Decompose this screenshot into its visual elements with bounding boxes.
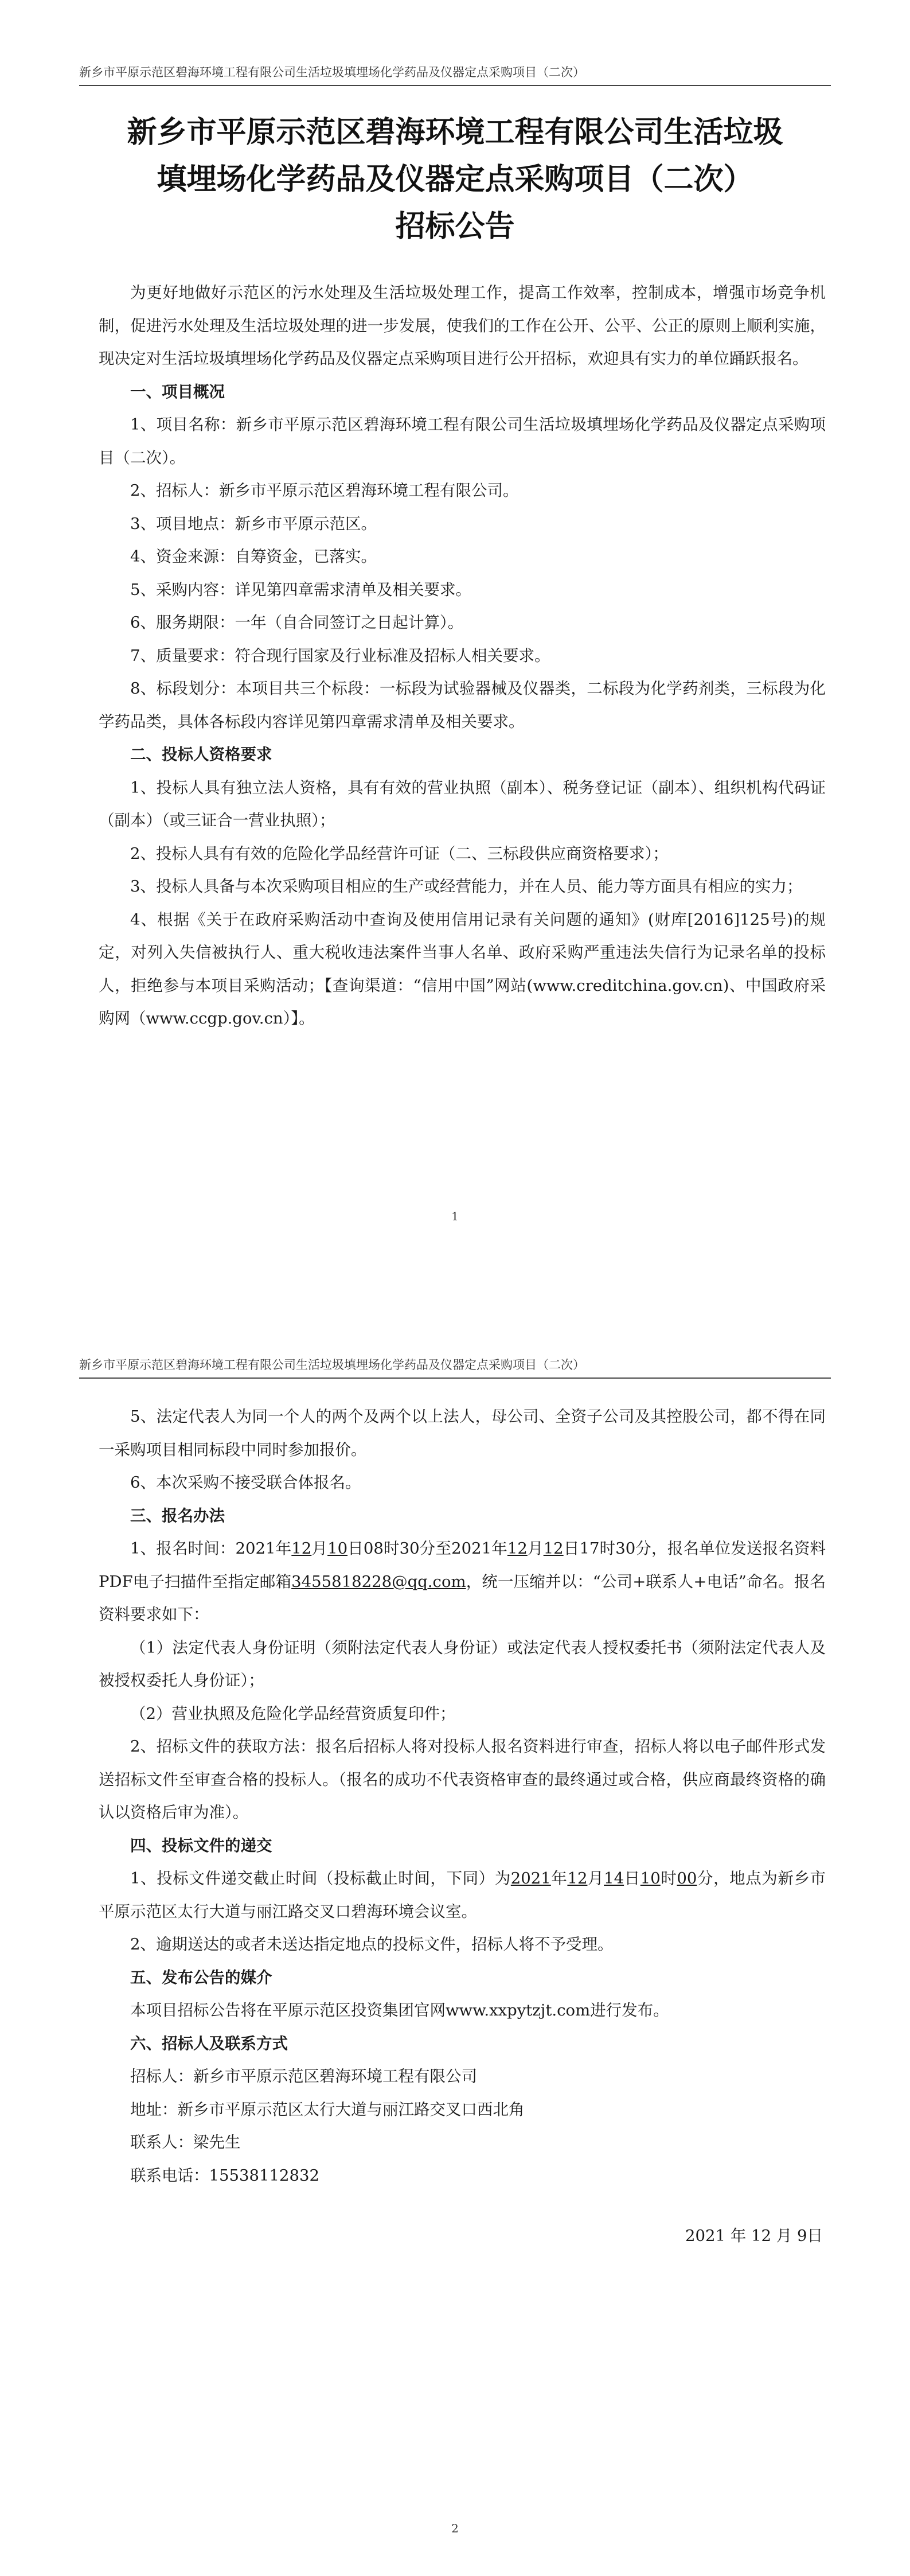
reg-day-2: 12 <box>543 1539 564 1558</box>
deadline-month: 12 <box>567 1869 588 1888</box>
registration-time-paragraph <box>99 1532 826 1632</box>
running-header-page-2: 新乡市平原示范区碧海环境工程有限公司生活垃圾填埋场化学药品及仪器定点采购项目（二次） <box>79 1356 831 1379</box>
s1-item-6: 6、服务期限：一年（自合同签订之日起计算）。 <box>130 613 464 632</box>
registration-email-link[interactable]: 3455818228@qq.com <box>291 1572 466 1591</box>
s1-item-1: 1、项目名称：新乡市平原示范区碧海环境工程有限公司生活垃圾填埋场化学药品及仪器定点采购项目（二次）。 <box>99 415 826 467</box>
contact-person: 联系人：梁先生 <box>130 2133 241 2151</box>
section-heading-4: 四、投标文件的递交 <box>130 1836 272 1855</box>
s1-item-2: 2、招标人：新乡市平原示范区碧海环境工程有限公司。 <box>130 481 519 500</box>
s2-item-4: 4、根据《关于在政府采购活动中查询及使用信用记录有关问题的通知》(财库[2016]125号)的规定，对列入失信被执行人、重大税收违法案件当事人名单、政府采购严重违法失信行为记录名单的投标人，拒绝参与本项目采购活动；【查询渠道：“信用中国”网站(www.creditchina.gov.cn)、中国政府采购网（www.ccgp.gov.cn）】。 <box>99 910 826 1028</box>
deadline-prefix: 1、投标文件递交截止时间（投标截止时间，下同）为 <box>130 1869 511 1888</box>
deadline-year: 2021 <box>510 1869 551 1888</box>
document-page-2 <box>0 1288 910 2576</box>
s2-item-1: 1、投标人具有独立法人资格，具有有效的营业执照（副本）、税务登记证（副本）、组织机构代码证（副本）（或三证合一营业执照）； <box>99 778 826 830</box>
s1-item-5: 5、采购内容：详见第四章需求清单及相关要求。 <box>130 580 471 599</box>
document-title <box>63 109 847 250</box>
media-paragraph: 本项目招标公告将在平原示范区投资集团官网www.xxpytzjt.com进行发布。 <box>130 2001 669 2019</box>
deadline-hour-suffix: 时 <box>660 1869 677 1888</box>
deadline-hour: 10 <box>640 1869 661 1888</box>
requirement-1: （1）法定代表人身份证明（须附法定代表人身份证）或法定代表人授权委托书（须附法定代表人及被授权委托人身份证）； <box>99 1638 826 1690</box>
s1-item-8: 8、标段划分：本项目共三个标段：一标段为试验器械及仪器类，二标段为化学药剂类，三标段为化学药品类，具体各标段内容详见第四章需求清单及相关要求。 <box>99 679 826 731</box>
title-line-2: 填埋场化学药品及仪器定点采购项目（二次） <box>157 162 753 197</box>
deadline-year-suffix: 年 <box>550 1869 568 1888</box>
reg-month-2-suffix: 月 <box>527 1539 544 1558</box>
running-header: 新乡市平原示范区碧海环境工程有限公司生活垃圾填埋场化学药品及仪器定点采购项目（二次） <box>79 63 831 86</box>
deadline-day: 14 <box>604 1869 624 1888</box>
deadline-month-suffix: 月 <box>587 1869 604 1888</box>
page-1-body <box>99 277 826 1036</box>
reg-tail: ，统一压缩并以：“公司+联系人+电话”命名。报名资料要求如下： <box>99 1572 826 1624</box>
s2-item-2: 2、投标人具有有效的危险化学品经营许可证（二、三标段供应商资格要求）； <box>130 844 669 863</box>
reg-prefix: 1、报名时间：2021年 <box>130 1539 292 1558</box>
page-number-2: 2 <box>451 2521 459 2535</box>
s1-item-4: 4、资金来源：自筹资金，已落实。 <box>130 547 377 566</box>
s1-item-3: 3、项目地点：新乡市平原示范区。 <box>130 514 377 533</box>
s3-item-2: 2、招标文件的获取方法：报名后招标人将对投标人报名资料进行审查，招标人将以电子邮件形式发送招标文件至审查合格的投标人。（报名的成功不代表资格审查的最终通过或合格，供应商最终资格的确认以资格后审为准）。 <box>99 1737 826 1822</box>
reg-suffix: 日17时30分，报名单位发送报名资料PDF电子扫描件至指定邮箱 <box>99 1539 826 1591</box>
intro-paragraph: 为更好地做好示范区的污水处理及生活垃圾处理工作，提高工作效率，控制成本，增强市场竞争机制，促进污水处理及生活垃圾处理的进一步发展，使我们的工作在公开、公平、公正的原则上顺利实施，现决定对生活垃圾填埋场化学药品及仪器定点采购项目进行公开招标，欢迎具有实力的单位踊跃报名。 <box>99 283 826 368</box>
reg-month-1: 12 <box>291 1539 312 1558</box>
s2-item-6: 6、本次采购不接受联合体报名。 <box>130 1473 361 1492</box>
tenderer-address: 地址：新乡市平原示范区太行大道与丽江路交叉口西北角 <box>130 2100 525 2119</box>
section-heading-3: 三、报名办法 <box>130 1506 225 1525</box>
reg-month-1-suffix: 月 <box>311 1539 328 1558</box>
tenderer-name: 招标人：新乡市平原示范区碧海环境工程有限公司 <box>130 2067 477 2085</box>
s4-item-2: 2、逾期送达的或者未送达指定地点的投标文件，招标人将不予受理。 <box>130 1935 614 1954</box>
title-line-3: 招标公告 <box>395 209 515 244</box>
section-heading-1: 一、项目概况 <box>130 382 225 401</box>
section-heading-5: 五、发布公告的媒介 <box>130 1968 272 1987</box>
page-2-body <box>99 1400 826 2253</box>
deadline-minute-suffix: 分，地点为新乡市平原示范区太行大道与丽江路交叉口碧海环境会议室。 <box>99 1869 826 1921</box>
reg-month-2: 12 <box>507 1539 528 1558</box>
notice-date: 2021 年 12 月 9日 <box>685 2227 823 2245</box>
contact-phone: 联系电话：15538112832 <box>130 2166 319 2185</box>
bid-deadline-paragraph <box>99 1862 826 1928</box>
reg-mid: 日08时30分至2021年 <box>347 1539 507 1558</box>
requirement-2: （2）营业执照及危险化学品经营资质复印件； <box>130 1704 456 1723</box>
page-number-1: 1 <box>451 1209 459 1223</box>
s2-item-5: 5、法定代表人为同一个人的两个及两个以上法人，母公司、全资子公司及其控股公司，都不得在同一采购项目相同标段中同时参加报价。 <box>99 1407 826 1459</box>
deadline-day-suffix: 日 <box>624 1869 640 1888</box>
reg-day-1: 10 <box>327 1539 348 1558</box>
section-heading-6: 六、招标人及联系方式 <box>130 2034 288 2053</box>
section-heading-2: 二、投标人资格要求 <box>130 745 272 764</box>
s1-item-7: 7、质量要求：符合现行国家及行业标准及招标人相关要求。 <box>130 646 550 665</box>
deadline-minute: 00 <box>677 1869 697 1888</box>
title-line-1: 新乡市平原示范区碧海环境工程有限公司生活垃圾 <box>127 115 783 150</box>
s2-item-3: 3、投标人具备与本次采购项目相应的生产或经营能力，并在人员、能力等方面具有相应的实力； <box>130 877 803 896</box>
